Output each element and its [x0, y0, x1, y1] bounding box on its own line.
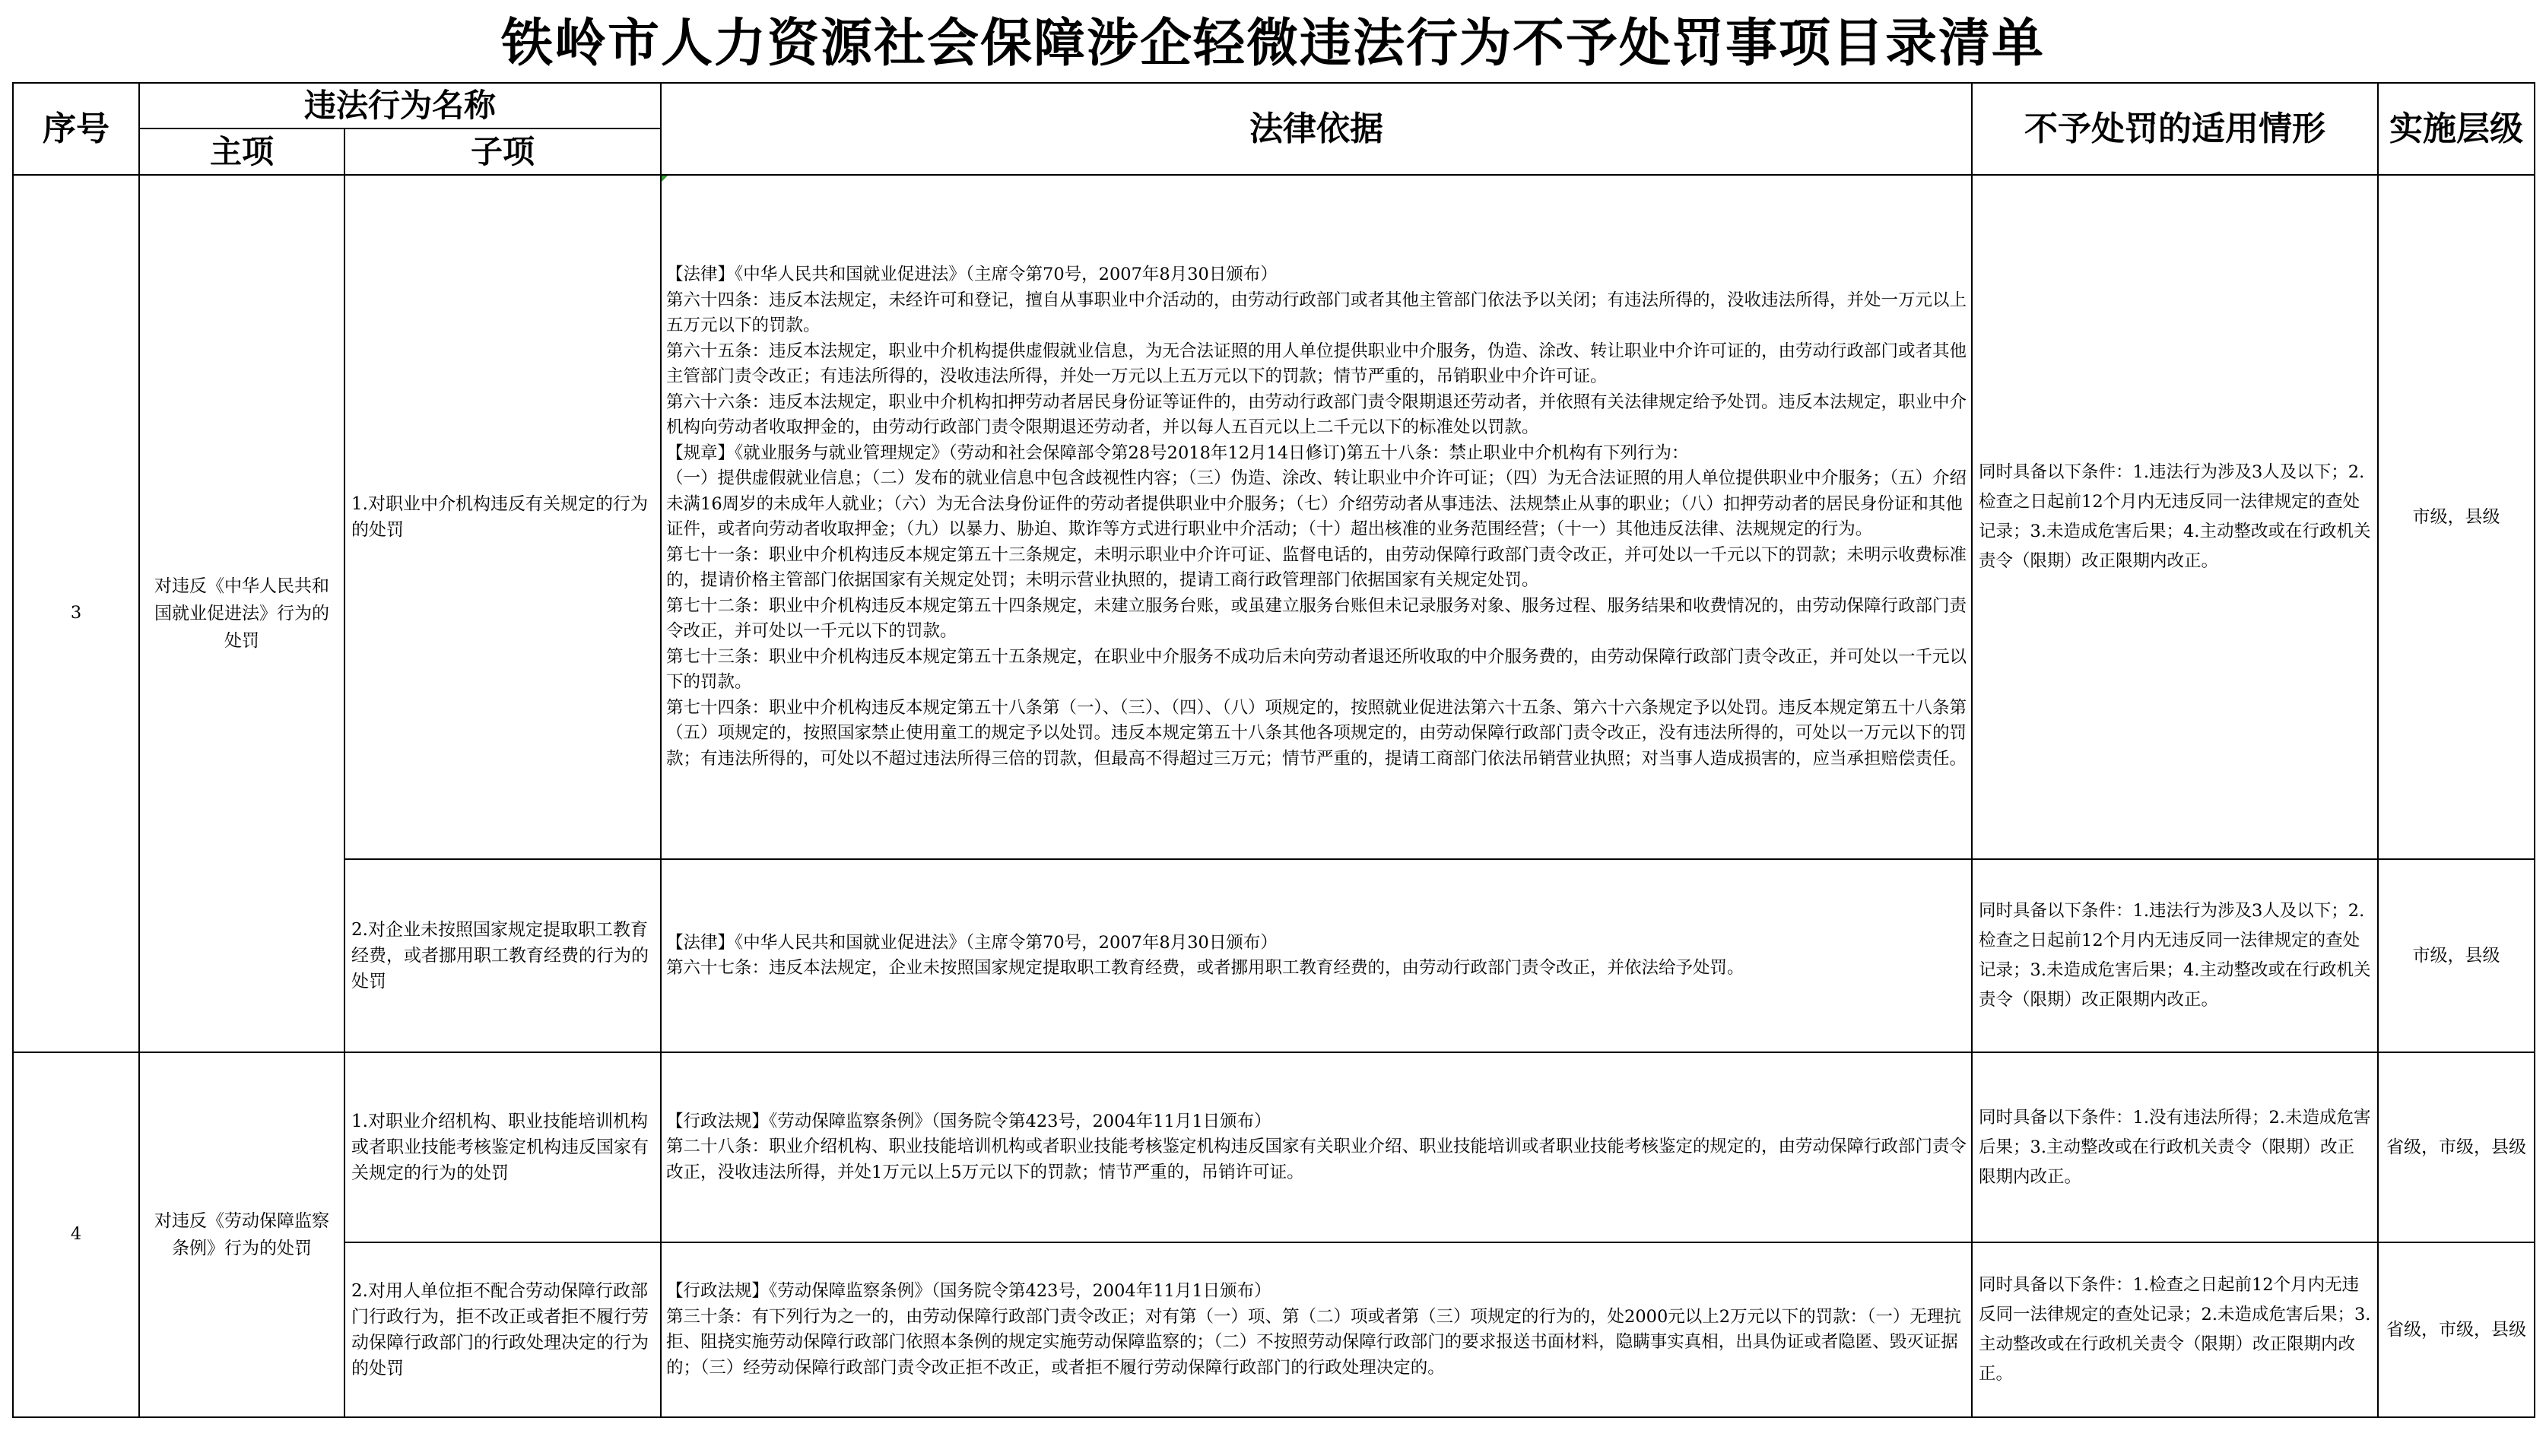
basis-line: 【法律】《中华人民共和国就业促进法》（主席令第70号，2007年8月30日颁布）: [666, 932, 1278, 953]
table-row: [13, 175, 2535, 859]
condition-cell: 同时具备以下条件：1.违法行为涉及3人及以下；2.检查之日起前12个月内无违反同一法律规定的查处记录；3.未造成危害后果；4.主动整改或在行政机关责令（限期）改正限期内改正。: [1972, 859, 2378, 1052]
table-row: [13, 1242, 2535, 1417]
basis-line: 第七十四条：职业中介机构违反本规定第五十八条第（一）、（三）、（四）、（八）项规定的，按照就业促进法第六十五条、第六十六条规定予以处罚。违反本规定第五十八条第（五）项规定的，按照国家禁止使用童工的规定予以处罚。违反本规定第五十八条其他各项规定的，由劳动保障行政部门责令改正，没有违法所得的，可处以一万元以下的罚款；有违法所得的，可处以不超过违法所得三倍的罚款，但最高不得超过三万元；情节严重的，提请工商部门依法吊销营业执照；对当事人造成损害的，应当承担赔偿责任。: [666, 697, 1967, 769]
main-item: 对违反《中华人民共和国就业促进法》行为的处罚: [139, 175, 344, 1052]
condition-cell: 同时具备以下条件：1.检查之日起前12个月内无违反同一法律规定的查处记录；2.未造成危害后果；3.主动整改或在行政机关责令（限期）改正限期内改正。: [1972, 1242, 2378, 1417]
legal-basis-cell: [661, 1242, 1972, 1417]
basis-line: 【行政法规】《劳动保障监察条例》（国务院令第423号，2004年11月1日颁布）: [666, 1111, 1271, 1131]
basis-line: 第三十条：有下列行为之一的，由劳动保障行政部门责令改正；对有第（一）项、第（二）项或者第（三）项规定的行为的，处2000元以上2万元以下的罚款：（一）无理抗拒、阻挠实施劳动保障行政部门依照本条例的规定实施劳动保障监察的；（二）不按照劳动保障行政部门的要求报送书面材料，隐瞒事实真相，出具伪证或者隐匿、毁灭证据的；（三）经劳动保障行政部门责令改正拒不改正，或者拒不履行劳动保障行政部门的行政处理决定的。: [666, 1306, 1961, 1378]
basis-line: 第六十七条：违反本法规定，企业未按照国家规定提取职工教育经费，或者挪用职工教育经费的，由劳动行政部门责令改正，并依法给予处罚。: [666, 958, 1744, 978]
basis-line: 第六十四条：违反本法规定，未经许可和登记，擅自从事职业中介活动的，由劳动行政部门或者其他主管部门依法予以关闭；有违法所得的，没收违法所得，并处一万元以上五万元以下的罚款。: [666, 290, 1967, 335]
header-legal-basis: 法律依据: [661, 83, 1972, 175]
condition-cell: 同时具备以下条件：1.没有违法所得；2.未造成危害后果；3.主动整改或在行政机关责令（限期）改正限期内改正。: [1972, 1052, 2378, 1242]
page-title: 铁岭市人力资源社会保障涉企轻微违法行为不予处罚事项目录清单: [500, 13, 2045, 74]
header-level: 实施层级: [2378, 83, 2535, 175]
basis-line: （一）提供虚假就业信息；（二）发布的就业信息中包含歧视性内容；（三）伪造、涂改、转让职业中介许可证；（四）为无合法证照的用人单位提供职业中介服务；（五）介绍未满16周岁的未成年人就业；（六）为无合法身份证件的劳动者提供职业中介服务；（七）介绍劳动者从事违法、法规禁止从事的职业；（八）扣押劳动者的居民身份证和其他证件，或者向劳动者收取押金；（九）以暴力、胁迫、欺诈等方式进行职业中介活动；（十）超出核准的业务范围经营；（十一）其他违反法律、法规规定的行为。: [666, 468, 1967, 539]
header-violation-name: 违法行为名称: [139, 83, 661, 128]
header-condition: 不予处罚的适用情形: [1972, 83, 2378, 175]
header-main-item: 主项: [139, 128, 344, 175]
table-row: [13, 1052, 2535, 1242]
basis-line: 【行政法规】《劳动保障监察条例》（国务院令第423号，2004年11月1日颁布）: [666, 1281, 1271, 1301]
catalog-table: [12, 82, 2535, 1418]
basis-line: 第六十五条：违反本法规定，职业中介机构提供虚假就业信息，为无合法证照的用人单位提供职业中介服务，伪造、涂改、转让职业中介许可证的，由劳动行政部门或者其他主管部门责令改正；有违法所得的，没收违法所得，并处一万元以上五万元以下的罚款；情节严重的，吊销职业中介许可证。: [666, 341, 1967, 386]
basis-line: 第七十二条：职业中介机构违反本规定第五十四条规定，未建立服务台账，或虽建立服务台账但未记录服务对象、服务过程、服务结果和收费情况的，由劳动保障行政部门责令改正，并可处以一千元以下的罚款。: [666, 595, 1967, 641]
basis-line: 第六十六条：违反本法规定，职业中介机构扣押劳动者居民身份证等证件的，由劳动行政部门责令限期退还劳动者，并依照有关法律规定给予处罚。违反本法规定，职业中介机构向劳动者收取押金的，由劳动行政部门责令限期退还劳动者，并以每人五百元以上二千元以下的标准处以罚款。: [666, 392, 1967, 437]
level-cell: 市级，县级: [2378, 859, 2535, 1052]
legal-basis-cell: [661, 859, 1972, 1052]
legal-basis-cell: [661, 1052, 1972, 1242]
table-row: [13, 859, 2535, 1052]
sub-item: 2.对企业未按照国家规定提取职工教育经费，或者挪用职工教育经费的行为的处罚: [344, 859, 661, 1052]
header-sub-item: 子项: [344, 128, 661, 175]
basis-line: 第七十一条：职业中介机构违反本规定第五十三条规定，未明示职业中介许可证、监督电话的，由劳动保障行政部门责令改正，并可处以一千元以下的罚款；未明示收费标准的，提请价格主管部门依据国家有关规定处罚；未明示营业执照的，提请工商行政管理部门依据国家有关规定处罚。: [666, 544, 1967, 590]
main-item: 对违反《劳动保障监察条例》行为的处罚: [139, 1052, 344, 1417]
basis-line: 【法律】《中华人民共和国就业促进法》（主席令第70号，2007年8月30日颁布）: [666, 265, 1278, 284]
row-seq: 3: [13, 175, 139, 1052]
condition-cell: 同时具备以下条件：1.违法行为涉及3人及以下；2.检查之日起前12个月内无违反同一法律规定的查处记录；3.未造成危害后果；4.主动整改或在行政机关责令（限期）改正限期内改正。: [1972, 175, 2378, 859]
basis-line: 【规章】《就业服务与就业管理规定》（劳动和社会保障部令第28号2018年12月14日修订)第五十八条：禁止职业中介机构有下列行为：: [666, 443, 1689, 463]
sub-item: 2.对用人单位拒不配合劳动保障行政部门行政行为，拒不改正或者拒不履行劳动保障行政部门的行政处理决定的行为的处罚: [344, 1242, 661, 1417]
sub-item: 1.对职业中介机构违反有关规定的行为的处罚: [344, 175, 661, 859]
basis-line: 第七十三条：职业中介机构违反本规定第五十五条规定，在职业中介服务不成功后未向劳动者退还所收取的中介服务费的，由劳动保障行政部门责令改正，并可处以一千元以下的罚款。: [666, 646, 1967, 692]
row-seq: 4: [13, 1052, 139, 1417]
level-cell: 省级，市级，县级: [2378, 1052, 2535, 1242]
basis-line: 第二十八条：职业介绍机构、职业技能培训机构或者职业技能考核鉴定机构违反国家有关职业介绍、职业技能培训或者职业技能考核鉴定的规定的，由劳动保障行政部门责令改正，没收违法所得，并处1万元以上5万元以下的罚款；情节严重的，吊销许可证。: [666, 1137, 1967, 1182]
level-cell: 市级，县级: [2378, 175, 2535, 859]
level-cell: 省级，市级，县级: [2378, 1242, 2535, 1417]
sub-item: 1.对职业介绍机构、职业技能培训机构或者职业技能考核鉴定机构违反国家有关规定的行为的处罚: [344, 1052, 661, 1242]
legal-basis-cell: [661, 175, 1972, 859]
header-seq: 序号: [13, 83, 139, 175]
